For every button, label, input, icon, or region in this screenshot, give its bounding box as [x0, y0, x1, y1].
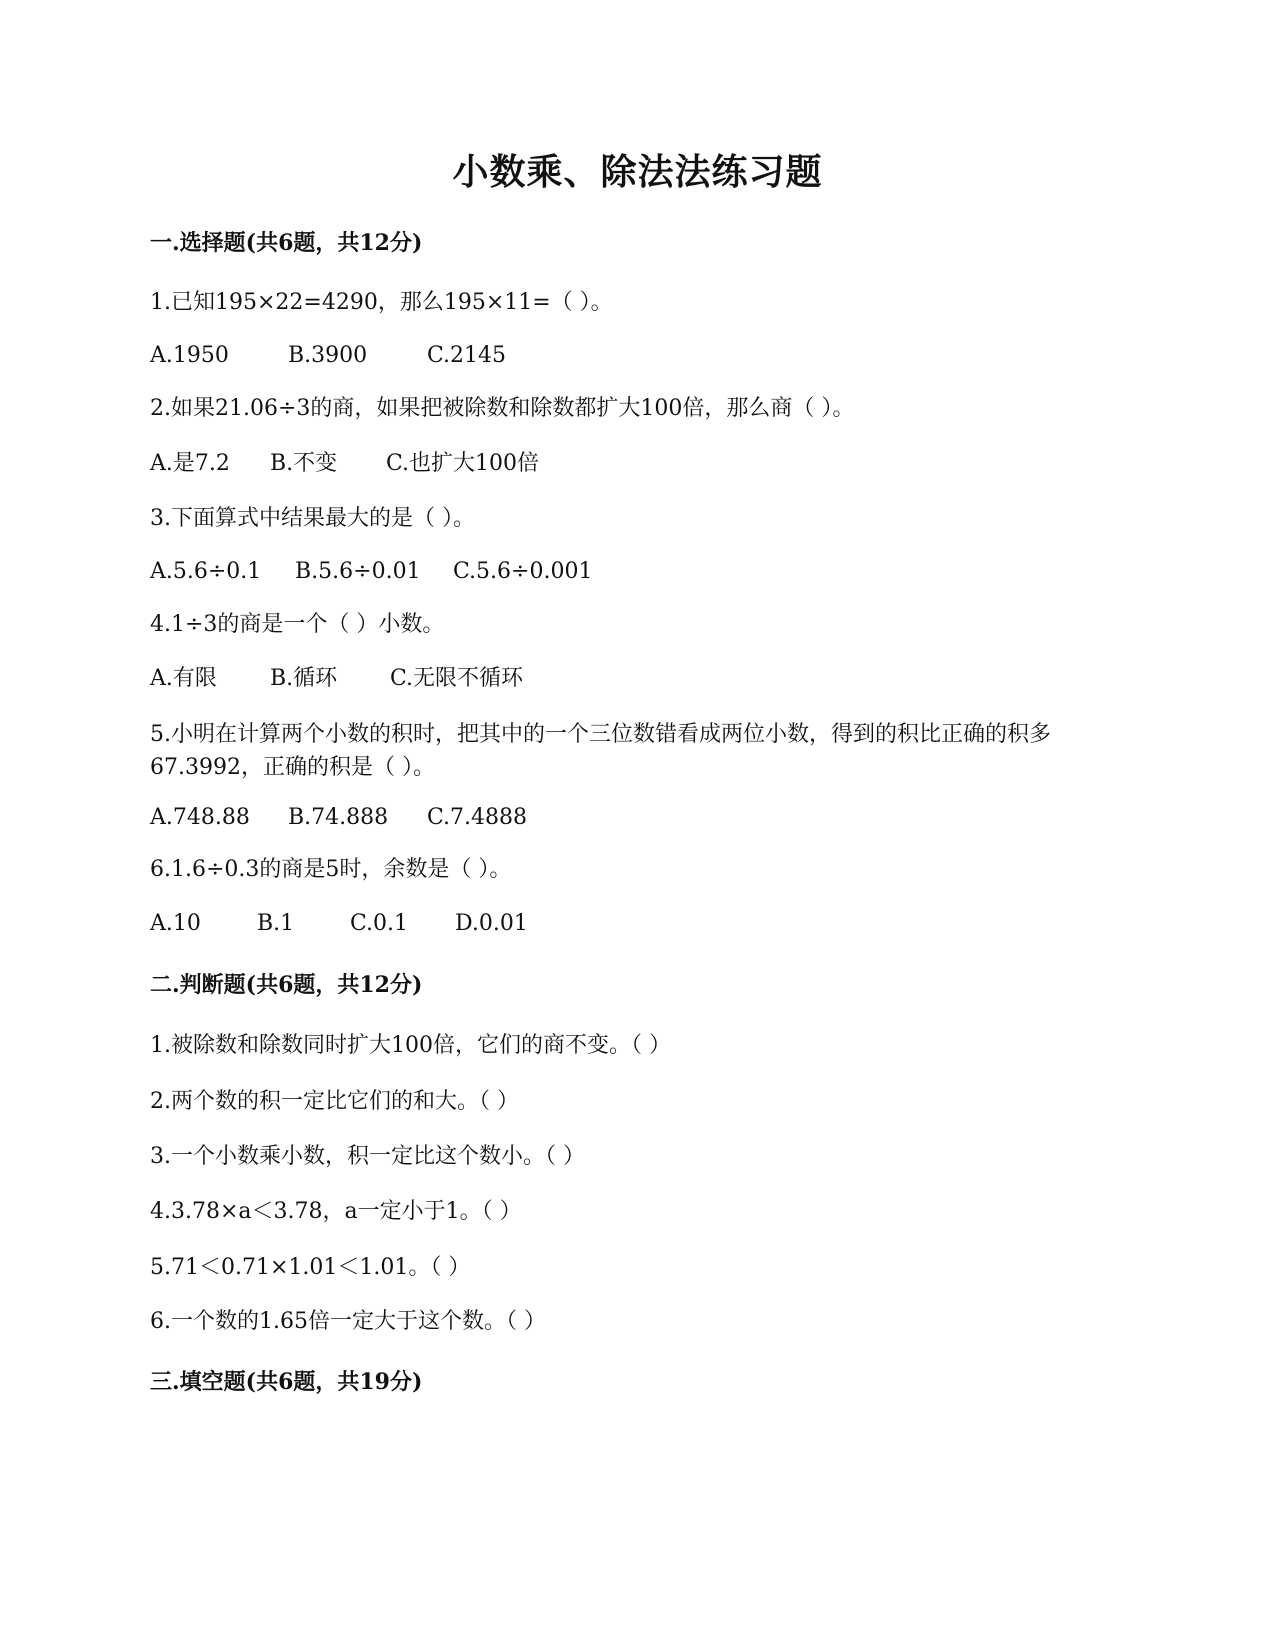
page-title: 小数乘、除法法练习题	[452, 151, 823, 193]
question-text: 3.下面算式中结果最大的是（ ）。	[150, 506, 475, 531]
option-a: A.5.6÷0.1	[150, 559, 262, 584]
question-text: 4.1÷3的商是一个（ ）小数。	[150, 612, 445, 637]
question-text: 2.如果21.06÷3的商，如果把被除数和除数都扩大100倍，那么商（ ）。	[150, 396, 855, 421]
question-text: 1.被除数和除数同时扩大100倍，它们的商不变。（ ）	[150, 1033, 671, 1058]
option-c: C.也扩大100倍	[386, 451, 540, 476]
question-text: 5.71＜0.71×1.01＜1.01。（ ）	[150, 1255, 471, 1280]
question-text: 4.3.78×a＜3.78，a一定小于1。（ ）	[150, 1199, 522, 1224]
question-text: 3.一个小数乘小数，积一定比这个数小。（ ）	[150, 1144, 585, 1169]
option-d: D.0.01	[455, 911, 528, 936]
option-c: C.2145	[427, 343, 507, 368]
question-text: 6.1.6÷0.3的商是5时，余数是（ ）。	[150, 857, 512, 882]
question-text: 2.两个数的积一定比它们的和大。（ ）	[150, 1089, 519, 1114]
option-c: C.0.1	[350, 911, 409, 936]
option-c: C.5.6÷0.001	[453, 559, 593, 584]
option-a: A.是7.2	[150, 451, 230, 476]
option-a: A.10	[150, 911, 201, 936]
question-text: 1.已知195×22=4290，那么195×11=（ ）。	[150, 290, 613, 315]
section-heading-fill-blank: 三.填空题(共6题，共19分)	[150, 1369, 423, 1395]
option-b: B.不变	[270, 451, 338, 476]
option-a: A.有限	[150, 666, 217, 691]
option-b: B.5.6÷0.01	[295, 559, 421, 584]
option-c: C.无限不循环	[390, 666, 524, 691]
option-b: B.循环	[270, 666, 338, 691]
section-heading-judgement: 二.判断题(共6题，共12分)	[150, 972, 423, 998]
option-b: B.1	[257, 911, 295, 936]
section-heading-choice: 一.选择题(共6题，共12分)	[150, 230, 423, 256]
question-text: 5.小明在计算两个小数的积时，把其中的一个三位数错看成两位小数，得到的积比正确的积多67.3992，正确的积是（ ）。	[150, 722, 1051, 780]
option-b: B.74.888	[288, 805, 389, 830]
option-c: C.7.4888	[427, 805, 528, 830]
option-a: A.1950	[150, 343, 229, 368]
option-b: B.3900	[288, 343, 368, 368]
question-text: 6.一个数的1.65倍一定大于这个数。（ ）	[150, 1309, 546, 1334]
option-a: A.748.88	[150, 805, 250, 830]
